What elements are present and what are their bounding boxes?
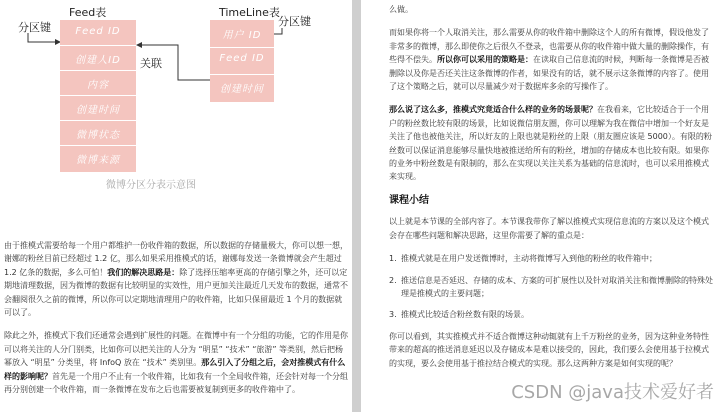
feed-cell: 创建人ID [75,55,121,66]
feed-cell: 微博来源 [76,155,120,166]
divider [210,74,274,75]
feed-cell: 创建时间 [76,105,120,116]
timeline-table-title: TimeLine表 [219,6,280,19]
paragraph: 么做。 [389,5,413,14]
divider [60,95,136,96]
divider [60,70,136,71]
paragraph: 以上就是本节课的全部内容了。本节课我带你了解以推模式实现信息流的方案以及这个模式会存在哪些问题和解决思路，这里你需要了解的重点是： [389,217,709,240]
divider [60,45,136,46]
paragraph: 由于推模式需要给每一个用户都维护一份收件箱的数据，所以数据的存储量极大，你可以想一想，谢娜的粉丝目前已经超过 1.2 亿，那么如果采用推模式的话，谢娜每发送一条微博就会产生超过 1.2 亿条的数据，多么可怕！我们的解决思路是：除了选择压缩率更高的存储引擎之外，还可以定期地清理数据，因为微博的数据有比较明显的实效性，用户更加关注最近几天发布的数据，通常不会翻阅很久之前的微博，所以你可以定期地清理用户的收件箱，比如只保留最近 1 个月的数据就可以了。 [4,241,348,318]
feed-cell: 内容 [87,80,109,91]
diagram-arrows [0,0,352,232]
paragraph: 那么说了这么多，推模式究竟适合什么样的业务的场景呢？在我看来，它比较适合于一个用户的粉丝数比较有限的场景，比如说微信朋友圈，你可以理解为我在微信中增加一个好友是关注了他也被他关注，所以好友的上限也就是粉丝的上限（朋友圈应该是 5000）。有限的粉丝数可以保证消息能够尽量快地被推送给所有的粉丝，增加的存储成本也比较有限。如果你的业务中粉丝数是有限制的，那么在实现以关注关系为基础的信息流时，也可以采用推模式来实现。 [389,105,712,182]
divider [210,47,274,48]
partition-key-left: 分区键 [18,21,51,34]
feed-table-title: Feed表 [69,6,107,19]
list-item: 3. 推模式比较适合粉丝数有限的场景。 [389,310,529,320]
list-item: 2. 推送信息是否延迟、存储的成本、方案的可扩展性以及针对取消关注和微博删除的特殊处理是推模式的主要问题； [389,275,713,298]
watermark: CSDN @java技术爱好者 [511,382,714,403]
timeline-cell: 用户 ID [222,30,262,41]
feed-table [60,20,136,172]
paragraph: 除此之外，推模式下我们还通常会遇到扩展性的问题。在微博中有一个分组的功能，它的作用是你可以将关注的人分门别类，比如你可以把关注的人分为 “明星” “技术” “旅游” 等类别，然后把杨幂放入 “明星” 分类里，将 InfoQ 放在 “技术” 类别里。那么引入了分组之后，会对推模式有什么样的影响呢？首先是一个用户不止有一个收件箱，比如我有一个全局收件箱，还会针对每一个分组再分别创建一个收件箱，而一条微博在发布之后也需要被复制到更多的收件箱中了。 [4,331,348,395]
feed-cell: 微博状态 [76,130,120,141]
right-page [361,0,720,412]
list-item: 1. 推模式就是在用户发送微博时，主动将微博写入到他的粉丝的收件箱中； [389,254,657,264]
divider [60,120,136,121]
partition-diagram [0,0,352,232]
diagram-caption: 微博分区分表示意图 [106,180,196,191]
paragraph: 而如果你将一个人取消关注，那么需要从你的收件箱中删除这个人的所有微博，假设他发了非常多的微博，那么即使你之后很久不登录，也需要从你的收件箱中做大量的删除操作，有些得不偿失。所以你可以采用的策略是：在读取自己信息流的时候，判断每一条微博是否被删除以及你是否还关注这条微博的作者，如果没有的话，就不展示这条微博的内容了。使用了这个策略之后，就可以尽量减少对于数据库多余的写操作了。 [389,28,709,92]
divider [60,145,136,146]
right-body [389,3,715,380]
section-heading: 课程小结 [389,194,429,206]
timeline-table [210,20,274,102]
page-gutter [352,0,361,412]
left-body [4,239,348,406]
left-page [0,0,352,412]
relation-label: 关联 [140,57,162,70]
timeline-cell: Feed ID [219,53,265,64]
feed-cell: Feed ID [75,26,121,37]
paragraph: 你可以看到，其实推模式并不适合微博这种动辄就有上千万粉丝的业务，因为这种业务特性带来的超高的推送消息延迟以及存储成本是难以接受的，因此，我们要么会使用基于拉模式的实现，要么会使用基于推拉结合模式的实现。那么这两种方案是如何实现的呢？ [389,331,709,368]
partition-key-right: 分区键 [278,15,311,28]
timeline-cell: 创建时间 [220,84,264,95]
